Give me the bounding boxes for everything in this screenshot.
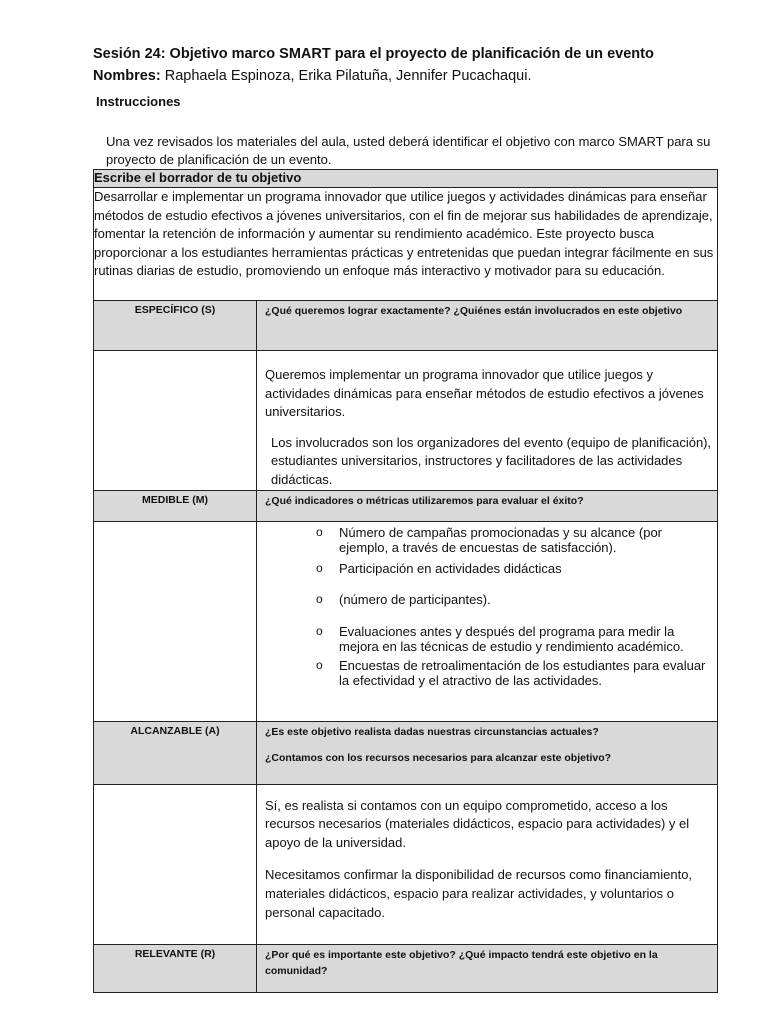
list-item: [257, 624, 713, 655]
names-label: Nombres:: [93, 68, 161, 84]
bullet-marker: o: [316, 623, 323, 638]
medible-bullet-1: Número de campañas promocionadas y su alcance (por ejemplo, a través de encuestas de satisfacción).: [339, 524, 663, 556]
relevante-label: RELEVANTE (R): [94, 944, 257, 992]
especifico-answer-1: Queremos implementar un programa innovador que utilice juegos y actividades dinámicas para enseñar métodos de estudio efectivos a jóvenes universitarios.: [265, 367, 704, 420]
alcanzable-question-2: ¿Contamos con los recursos necesarios para alcanzar este objetivo?: [265, 751, 612, 764]
medible-answer-cell: [257, 521, 718, 721]
instructions-heading: Instrucciones: [96, 94, 181, 109]
especifico-empty-cell: [94, 351, 257, 491]
names-value: Raphaela Espinoza, Erika Pilatuña, Jennifer Pucachaqui.: [160, 68, 532, 84]
document-title: Sesión 24: Objetivo marco SMART para el proyecto de planificación de un evento: [93, 46, 654, 62]
alcanzable-answer-2: Necesitamos confirmar la disponibilidad de recursos como financiamiento, materiales didácticos, espacio para realizar actividades, y voluntarios o personal capacitado.: [265, 867, 693, 920]
smart-table: [93, 169, 718, 993]
alcanzable-answer-cell: [257, 784, 718, 944]
list-item: [257, 658, 713, 689]
alcanzable-question-1: ¿Es este objetivo realista dadas nuestras circunstancias actuales?: [265, 725, 599, 738]
medible-question: ¿Qué indicadores o métricas utilizaremos para evaluar el éxito?: [257, 490, 718, 521]
relevante-question-row: [94, 944, 718, 992]
especifico-answer-row: [94, 351, 718, 491]
list-item: [257, 525, 713, 556]
bullet-marker: o: [316, 524, 323, 539]
list-item: [257, 592, 713, 608]
draft-row: [94, 188, 718, 301]
alcanzable-answer-row: [94, 784, 718, 944]
alcanzable-answer-1: Sí, es realista si contamos con un equipo comprometido, acceso a los recursos necesarios (materiales didácticos, espacio para actividades) y el apoyo de la universidad.: [265, 797, 690, 850]
bullet-marker: o: [316, 560, 323, 575]
list-item: [257, 561, 713, 577]
instructions-text: Una vez revisados los materiales del aula, usted deberá identificar el objetivo con marco SMART para su proyecto de planificación de un evento.: [106, 134, 711, 167]
especifico-answer-cell: [257, 351, 718, 491]
alcanzable-label: ALCANZABLE (A): [94, 721, 257, 784]
especifico-question-row: [94, 301, 718, 351]
medible-answer-row: [94, 521, 718, 721]
document-header: [93, 44, 733, 88]
medible-label: MEDIBLE (M): [94, 490, 257, 521]
draft-text: Desarrollar e implementar un programa innovador que utilice juegos y actividades dinámicas para enseñar métodos de estudio efectivos a jóvenes universitarios, con el fin de mejorar sus habilidades de aprendizaje, fomentar la retención de información y aumentar su rendimiento académico. Este proyecto busca proporcionar a los estudiantes herramientas prácticas y entretenidas que puedan integrar fácilmente en sus rutinas diarias de estudio, promoviendo un enfoque más interactivo y motivador para su educación.: [94, 188, 718, 301]
alcanzable-empty-cell: [94, 784, 257, 944]
draft-heading: Escribe el borrador de tu objetivo: [94, 170, 718, 188]
alcanzable-question-cell: [257, 721, 718, 784]
medible-empty-cell: [94, 521, 257, 721]
medible-bullet-5: Encuestas de retroalimentación de los estudiantes para evaluar la efectividad y el atractivo de las actividades.: [339, 657, 706, 689]
medible-question-row: [94, 490, 718, 521]
especifico-answer-2: Los involucrados son los organizadores del evento (equipo de planificación), estudiantes universitarios, instructores y facilitadores de las actividades didácticas.: [271, 434, 712, 487]
medible-bullet-list: [257, 525, 713, 689]
bullet-marker: o: [316, 657, 323, 672]
draft-heading-row: [94, 170, 718, 188]
especifico-question: ¿Qué queremos lograr exactamente? ¿Quiénes están involucrados en este objetivo: [257, 301, 718, 351]
alcanzable-question-row: [94, 721, 718, 784]
medible-bullet-4: Evaluaciones antes y después del programa para medir la mejora en las técnicas de estudio y rendimiento académico.: [339, 623, 684, 655]
medible-bullet-3: (número de participantes).: [339, 592, 491, 608]
medible-bullet-2: Participación en actividades didácticas: [339, 560, 562, 576]
names-line: [93, 64, 733, 88]
relevante-question: ¿Por qué es importante este objetivo? ¿Qué impacto tendrá este objetivo en la comunidad?: [257, 944, 718, 992]
especifico-label: ESPECÍFICO (S): [94, 301, 257, 351]
bullet-marker: o: [316, 592, 323, 607]
